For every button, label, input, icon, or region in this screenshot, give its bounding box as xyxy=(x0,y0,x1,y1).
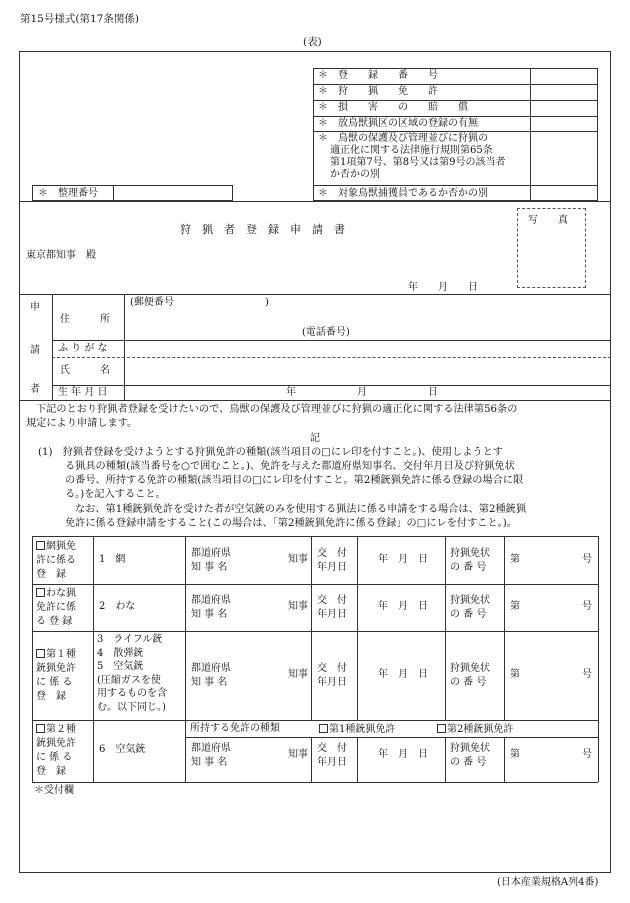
intro-text-1: 下記のとおり狩猟者登録を受けたいので、鳥獣の保護及び管理並びに狩猟の適正化に関する法律第56条の xyxy=(36,404,518,415)
applicant-side-3: 者 xyxy=(30,384,40,395)
certificate-dai: 第 xyxy=(510,601,520,612)
tool-net[interactable]: 1 網 xyxy=(99,554,126,565)
address-field[interactable] xyxy=(125,309,610,325)
name-field[interactable] xyxy=(125,358,610,384)
license-trap: わな猟 免許に係 る 登 録 xyxy=(36,588,76,627)
receipt-label: ＊受付欄 xyxy=(34,785,74,796)
tool-air-gun-2[interactable]: 6 空気銃 xyxy=(99,744,146,755)
page-side: (表) xyxy=(303,36,322,48)
certificate-go: 号 xyxy=(582,749,592,760)
address-label: 住 所 xyxy=(60,314,110,325)
governor-suffix: 知事 xyxy=(288,554,308,565)
note-2-line-2: 免許に係る登録申請をすること(この場合は、「第2種銃猟免許に係る登録」の□にレを付すこと。)。 xyxy=(65,518,517,529)
certificate-dai: 第 xyxy=(510,554,520,565)
license-gun-1: 第１種 銃猟免許 に 係 る 登 録 xyxy=(36,649,76,702)
note-1-line-1: (1) 狩猟者登録を受けようとする狩猟免許の種類(該当項目の□にレ印を付すこと。)、使用しようとす xyxy=(38,447,503,458)
checkbox-possessed-2[interactable] xyxy=(437,724,446,733)
certificate-dai: 第 xyxy=(510,669,520,680)
capture-staff-label: ＊ 対象鳥獣捕獲員であるか否かの別 xyxy=(318,188,488,199)
form-number: 第15号様式(第17条関係) xyxy=(20,13,139,25)
rule-label-4: か否かの別 xyxy=(330,169,380,180)
certificate-number-label: 狩猟免状 の 番 号 xyxy=(450,743,490,768)
possessed-option-1: 第1種銃猟免許 xyxy=(319,724,395,735)
issue-date-label: 交 付 年月日 xyxy=(317,548,347,573)
applicant-side-2: 請 xyxy=(30,345,40,356)
governor-suffix: 知事 xyxy=(288,669,308,680)
birth-day: 日 xyxy=(428,387,438,398)
birth-date-label: 生 年 月 日 xyxy=(58,387,108,398)
issue-date-ymd[interactable]: 年 月 日 xyxy=(378,669,428,680)
tool-shotgun[interactable]: 4 散弾銃 xyxy=(97,647,144,659)
checkbox-gun-2[interactable] xyxy=(36,724,45,733)
certificate-number-label: 狩猟免状 の 番 号 xyxy=(450,663,490,688)
phone-label: (電話番号) xyxy=(302,327,350,338)
checkbox-gun-1[interactable] xyxy=(36,649,45,658)
ki-label: 記 xyxy=(310,433,320,444)
registration-number-label: ＊ 登 録 番 号 xyxy=(318,70,438,81)
certificate-go: 号 xyxy=(582,554,592,565)
certificate-number-label: 狩猟免状 の 番 号 xyxy=(450,548,490,573)
issue-date-ymd[interactable]: 年 月 日 xyxy=(378,601,428,612)
birth-month: 月 xyxy=(357,387,367,398)
governor-suffix: 知事 xyxy=(288,749,308,760)
checkbox-possessed-1[interactable] xyxy=(319,724,328,733)
form-title: 狩 猟 者 登 録 申 請 書 xyxy=(180,223,345,236)
birth-year: 年 xyxy=(286,387,296,398)
rule-label-1: ＊ 鳥獣の保護及び管理並びに狩猟の xyxy=(318,133,488,144)
tool-trap[interactable]: 2 わな xyxy=(99,601,136,612)
date-line: 年 月 日 xyxy=(408,282,478,293)
possessed-option-2: 第2種銃猟免許 xyxy=(437,724,513,735)
note-1-line-3: の番号、所持する免許の種類(該当項目の□にレ印を付すこと。第2種銃猟免許に係る登録の場合に限 xyxy=(65,475,524,486)
issue-date-label: 交 付 年月日 xyxy=(317,663,347,688)
issue-date-label: 交 付 年月日 xyxy=(317,595,347,620)
governor-name-label: 都道府県 知 事 名 xyxy=(191,743,231,768)
governor-name-label: 都道府県 知 事 名 xyxy=(191,595,231,620)
hunting-license-label: ＊ 狩 猟 免 許 xyxy=(318,86,438,97)
certificate-go: 号 xyxy=(582,669,592,680)
postal-code-close: ) xyxy=(265,297,269,308)
furigana-label: ふ り が な xyxy=(58,343,108,354)
tool-air-gun[interactable]: 5 空気銃 xyxy=(97,661,144,672)
postal-code-label: (郵便番号 xyxy=(130,297,174,308)
footer-paper-size: (日本産業規格A列4番) xyxy=(497,877,599,888)
release-area-label: ＊ 放鳥獣猟区の区域の登録の有無 xyxy=(318,118,478,129)
furigana-field[interactable] xyxy=(125,341,610,356)
possessed-license-label: 所持する免許の種類 xyxy=(190,723,280,734)
rule-label-3: 第1項第7号、第8号又は第9号の該当者 xyxy=(330,157,506,168)
name-label: 氏 名 xyxy=(60,365,110,376)
note-1-line-4: る。)を記入すること。 xyxy=(65,489,166,500)
applicant-side-1: 申 xyxy=(30,302,40,313)
certificate-dai: 第 xyxy=(510,749,520,760)
license-gun-2: 第２種 銃猟免許 に 係 る 登 録 xyxy=(36,724,76,777)
certificate-go: 号 xyxy=(582,601,592,612)
issue-date-ymd[interactable]: 年 月 日 xyxy=(378,554,428,565)
governor-name-label: 都道府県 知 事 名 xyxy=(191,548,231,573)
rule-label-2: 適正化に関する法律施行規則第65条 xyxy=(330,145,493,156)
certificate-number-label: 狩猟免状 の 番 号 xyxy=(450,595,490,620)
intro-text-2: 規定により申請します。 xyxy=(26,418,138,429)
issue-date-label: 交 付 年月日 xyxy=(317,743,347,768)
checkbox-trap[interactable] xyxy=(36,588,45,597)
note-2-line-1: なお、第1種銃猟免許を受けた者が空気銃のみを使用する猟法に係る申請をする場合は、第2種銃猟 xyxy=(75,504,527,515)
governor-suffix: 知事 xyxy=(288,601,308,612)
tools-gun-1: 3 ライフル銃 4 散弾銃 5 空気銃 (圧縮ガスを使 用するものを含 む。以下同じ。) xyxy=(97,634,167,713)
tool-rifle[interactable]: 3 ライフル銃 xyxy=(97,634,163,645)
damage-compensation-label: ＊ 損 害 の 賠 償 xyxy=(318,102,468,113)
serial-number-label: ＊ 整理番号 xyxy=(38,188,98,199)
checkbox-net[interactable] xyxy=(36,541,45,550)
addressee: 東京都知事 殿 xyxy=(26,250,96,261)
note-1-line-2: る猟具の種類(該当番号を○で囲むこと。)、免許を与えた都道府県知事名、交付年月日及び狩猟免状 xyxy=(65,461,515,472)
photo-label: 写 真 xyxy=(528,215,568,226)
issue-date-ymd[interactable]: 年 月 日 xyxy=(378,749,428,760)
governor-name-label: 都道府県 知 事 名 xyxy=(191,663,231,688)
license-net: 網猟免 許に係る 登 録 xyxy=(36,541,76,580)
